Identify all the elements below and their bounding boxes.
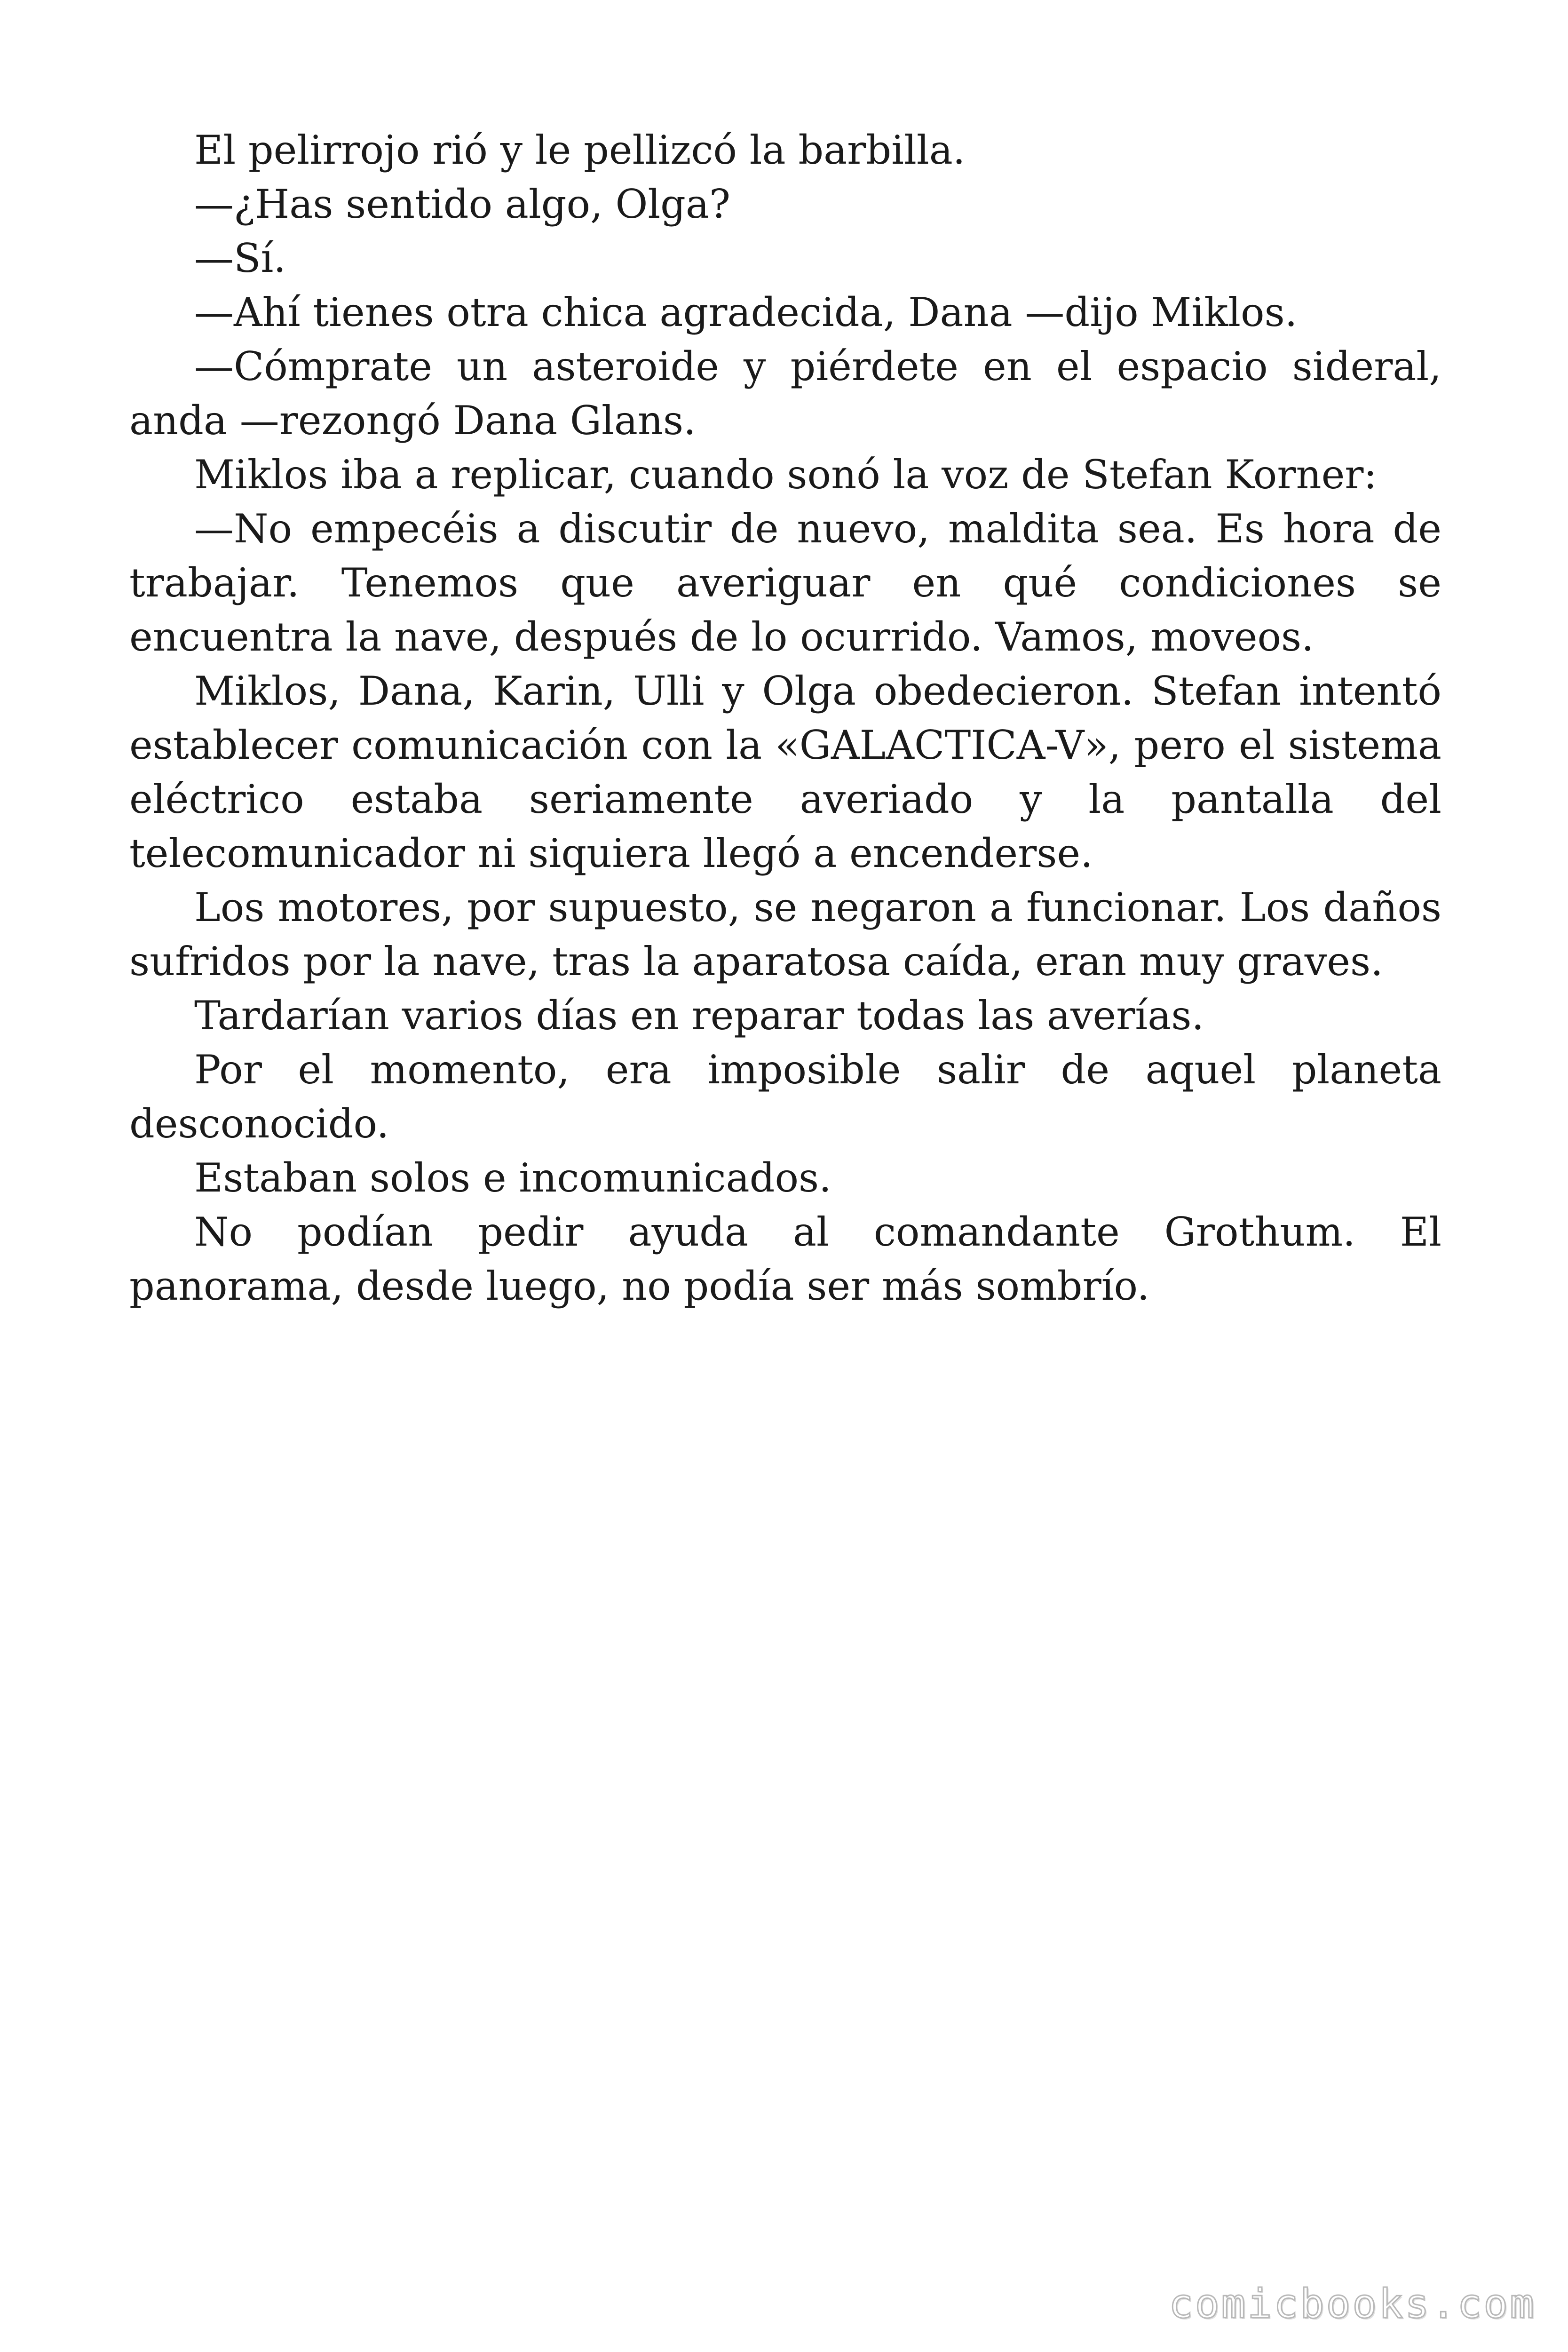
paragraph: —¿Has sentido algo, Olga? bbox=[194, 181, 731, 227]
page-body bbox=[129, 123, 1441, 1313]
paragraph: Miklos, Dana, Karin, Ulli y Olga obedecieron. Stefan intentó establecer comunicación con la «GALACTICA-V», pero el sistema eléctrico estaba seriamente averiado y la pantalla del telecomunicador ni siquiera llegó a encenderse. bbox=[129, 668, 1441, 876]
paragraph: Por el momento, era imposible salir de aquel planeta desconocido. bbox=[129, 1047, 1441, 1147]
paragraph: —Sí. bbox=[194, 235, 286, 281]
paragraph: —Ahí tienes otra chica agradecida, Dana —dijo Miklos. bbox=[194, 289, 1298, 335]
paragraph: Tardarían varios días en reparar todas las averías. bbox=[194, 993, 1204, 1039]
paragraph: Miklos iba a replicar, cuando sonó la voz de Stefan Korner: bbox=[194, 452, 1377, 498]
paragraph: —No empecéis a discutir de nuevo, maldita sea. Es hora de trabajar. Tenemos que averiguar en qué condiciones se encuentra la nave, después de lo ocurrido. Vamos, moveos. bbox=[129, 506, 1441, 660]
watermark: comicbooks.com bbox=[1169, 2280, 1536, 2328]
paragraph: No podían pedir ayuda al comandante Grothum. El panorama, desde luego, no podía ser más sombrío. bbox=[129, 1209, 1441, 1309]
paragraph: El pelirrojo rió y le pellizcó la barbilla. bbox=[194, 127, 966, 173]
paragraph: —Cómprate un asteroide y piérdete en el espacio sideral, anda —rezongó Dana Glans. bbox=[129, 343, 1441, 444]
paragraph: Estaban solos e incomunicados. bbox=[194, 1155, 832, 1201]
paragraph: Los motores, por supuesto, se negaron a funcionar. Los daños sufridos por la nave, tras la aparatosa caída, eran muy graves. bbox=[129, 884, 1441, 985]
